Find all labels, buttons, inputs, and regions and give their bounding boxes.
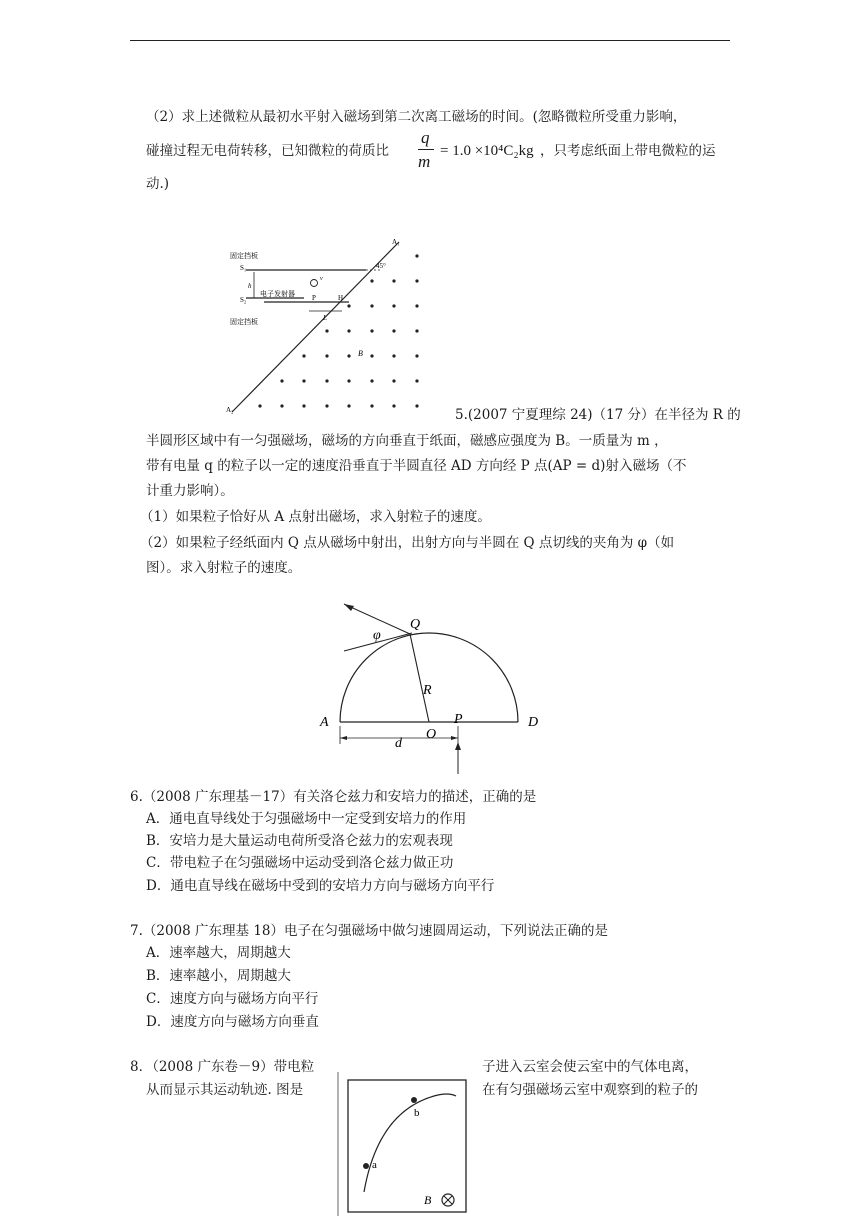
label-a: A <box>320 715 329 730</box>
label-s1: S₁ <box>240 264 247 272</box>
point-b <box>411 1097 417 1103</box>
q8-right-2: 在有匀强磁场云室中观察到的粒子的 <box>482 1082 698 1098</box>
p5-line-1: 5.(2007 宁夏理综 24)（17 分）在半径为 R 的 <box>455 407 741 423</box>
label-l: L <box>323 314 327 322</box>
label-b-field: B <box>424 1193 432 1207</box>
label-d-point: D <box>528 715 539 730</box>
label-a2: A₂ <box>226 406 234 414</box>
label-p: P <box>454 712 463 727</box>
p5-line-3: 带有电量 q 的粒子以一定的速度沿垂直于半圆直径 AD 方向经 P 点(AP = d)射入磁场（不 <box>146 458 687 474</box>
label-b: b <box>414 1107 420 1119</box>
q2-line-2-pre: 碰撞过程无电荷转移，已知微粒的荷质比 <box>146 143 389 159</box>
q6-option-a: A．通电直导线处于匀强磁场中一定受到安培力的作用 <box>146 811 467 827</box>
label-a1: A₁ <box>392 238 400 246</box>
radius-line <box>410 634 429 722</box>
p5-sub-2-line-1: （2）如果粒子经纸面内 Q 点从磁场中射出，出射方向与半圆在 Q 点切线的夹角为 φ（如 <box>140 535 675 551</box>
fraction-denominator: m <box>418 152 431 171</box>
label-p: P <box>312 294 316 302</box>
p5-line-2: 半圆形区域中有一匀强磁场，磁场的方向垂直于纸面，磁感应强度为 B。一质量为 m ， <box>146 433 668 449</box>
semicircle-figure <box>300 596 560 778</box>
label-o: O <box>426 727 437 742</box>
track-figure <box>338 1072 476 1216</box>
label-v: v <box>320 276 323 282</box>
p5-sub-1: （1）如果粒子恰好从 A 点射出磁场，求入射粒子的速度。 <box>140 509 491 525</box>
q6-option-c: C．带电粒子在匀强磁场中运动受到洛仑兹力做正功 <box>146 855 454 871</box>
header-rule <box>130 40 730 41</box>
boundary-line <box>232 242 399 412</box>
q6-option-d: D．通电直导线在磁场中受到的安培力方向与磁场方向平行 <box>146 878 495 894</box>
label-top-plate: 固定挡板 <box>230 252 258 260</box>
point-a <box>363 1163 369 1169</box>
p5-sub-2-line-2: 图）。求入射粒子的速度。 <box>146 560 302 576</box>
q6-option-b: B．安培力是大量运动电荷所受洛仑兹力的宏观表现 <box>146 833 453 849</box>
q2-line-2-post: ，只考虑纸面上带电微粒的运 <box>540 143 716 159</box>
label-d: d <box>395 736 402 751</box>
label-s2: S₂ <box>240 296 247 304</box>
p5-line-4: 计重力影响）。 <box>146 483 234 499</box>
label-r: R <box>423 683 432 698</box>
label-angle: 45° <box>376 262 386 270</box>
particle-marker <box>311 280 318 287</box>
label-a: a <box>372 1159 377 1171</box>
label-q: Q <box>410 617 421 632</box>
label-b-field: B <box>358 349 363 358</box>
chamber-frame <box>348 1080 466 1212</box>
particle-track <box>364 1094 456 1192</box>
field-figure <box>224 236 444 416</box>
q7-stem: 7.（2008 广东理基 18）电子在匀强磁场中做匀速圆周运动，下列说法正确的是 <box>130 923 608 939</box>
semicircle-arc <box>340 633 518 722</box>
label-bottom-plate: 固定挡板 <box>230 318 258 326</box>
label-h: h <box>248 282 252 290</box>
q2-line-1: （2）求上述微粒从最初水平射入磁场到第二次离工磁场的时间。(忽略微粒所受重力影响， <box>146 109 687 125</box>
fraction-numerator: q <box>421 128 430 147</box>
q6-stem: 6.（2008 广东理基－17）有关洛仑兹力和安培力的描述，正确的是 <box>130 789 537 805</box>
q7-option-c: C．速度方向与磁场方向平行 <box>146 991 319 1007</box>
q7-option-b: B．速率越小，周期越大 <box>146 968 291 984</box>
q8-right-1: 子进入云室会使云室中的气体电离， <box>482 1059 698 1075</box>
q8-left-2: 从而显示其运动轨迹. 图是 <box>146 1082 304 1098</box>
q8-left-1: 8．（2008 广东卷－9）带电粒 <box>130 1059 315 1075</box>
label-emitter: 电子发射器 <box>260 290 295 298</box>
label-h-point: H <box>338 294 344 302</box>
q2-line-3: 动.) <box>146 176 170 192</box>
q7-option-a: A．速率越大，周期越大 <box>146 945 291 961</box>
q7-option-d: D．速度方向与磁场方向垂直 <box>146 1014 319 1030</box>
field-dots <box>258 254 418 407</box>
label-phi: φ <box>373 628 381 643</box>
fraction-bar <box>418 149 434 150</box>
q2-equation: = 1.0 ×10⁴C₂kg <box>440 143 534 159</box>
